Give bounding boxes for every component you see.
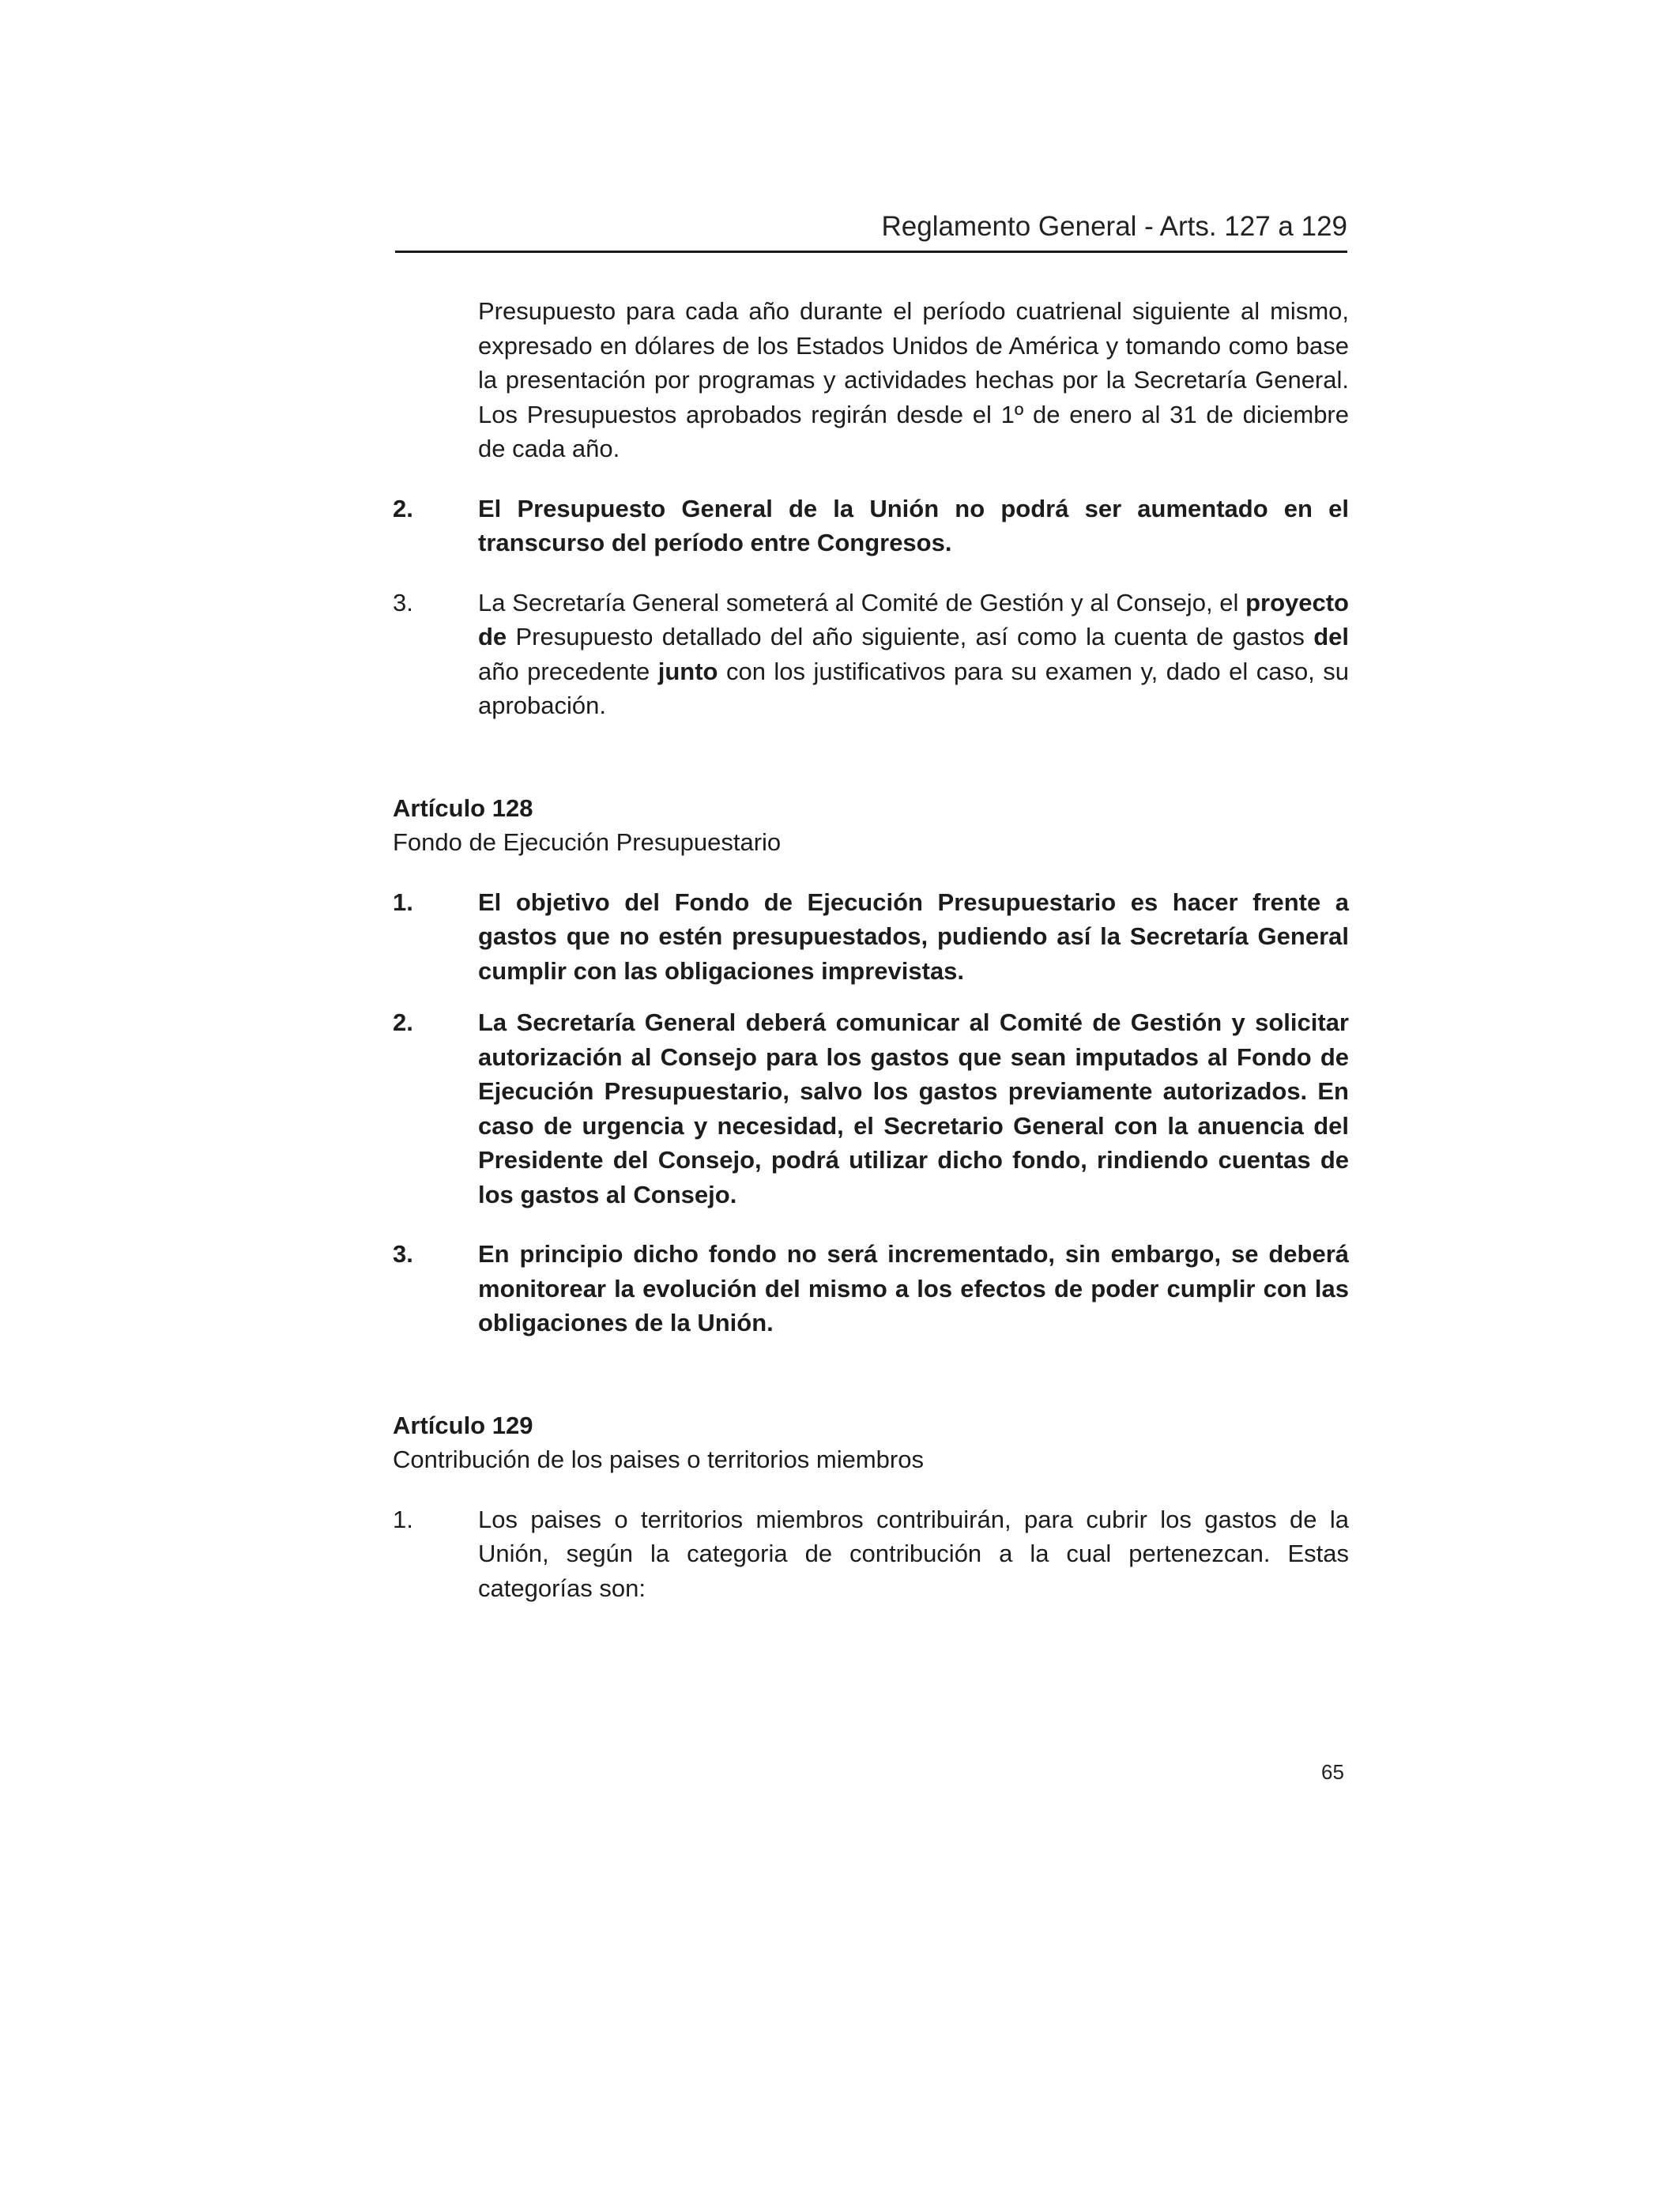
item-text-part: Presupuesto detallado del año siguiente, así como la cuenta de gastos — [507, 623, 1314, 650]
item-text: El objetivo del Fondo de Ejecución Presupuestario es hacer frente a gastos que no estén presupuestados, pudiendo así la Secretaría General cumplir con las obligaciones imprevistas. — [478, 888, 1349, 985]
art128-item-2 — [393, 1005, 1349, 1212]
item-number: 2. — [393, 494, 413, 522]
article-subtitle: Fondo de Ejecución Presupuestario — [393, 828, 782, 856]
item-number: 1. — [393, 1505, 413, 1533]
item-text-bold-part: junto — [657, 657, 718, 685]
art128-item-1 — [393, 885, 1349, 989]
item-text-part: La Secretaría General someterá al Comité de Gestión y al Consejo, el — [478, 588, 1246, 616]
art127-item-2 — [393, 492, 1349, 560]
page-body — [393, 292, 1349, 1605]
article-title: Artículo 128 — [393, 794, 533, 822]
item-number: 2. — [393, 1008, 413, 1036]
item-number: 3. — [393, 1240, 413, 1268]
item-text: Los paises o territorios miembros contribuirán, para cubrir los gastos de la Unión, según la categoria de contribución a la cual pertenezcan. Estas categorías son: — [478, 1505, 1349, 1602]
header-title: Reglamento General - Arts. 127 a 129 — [881, 211, 1347, 242]
item-text-bold-part: proyecto de — [478, 588, 1349, 650]
article-subtitle: Contribución de los paises o territorios miembros — [393, 1446, 924, 1473]
article-128 — [393, 791, 1349, 1340]
page-number: 65 — [1321, 1760, 1344, 1784]
art127-item-3 — [393, 586, 1349, 723]
item-text-bold-part: del — [1313, 623, 1349, 650]
art129-item-1 — [393, 1502, 1349, 1606]
item-number: 1. — [393, 888, 413, 916]
item-text-part: con los justificativos para su examen y, dado el caso, su aprobación. — [478, 657, 1349, 719]
art127-continuation-paragraph: Presupuesto para cada año durante el período cuatrienal siguiente al mismo, expresado en dólares de los Estados Unidos de América y tomando como base la presentación por programas y actividades hechas por la Secretaría General. Los Presupuestos aprobados regirán desde el 1º de enero al 31 de diciembre de cada año. — [478, 297, 1349, 462]
item-number: 3. — [393, 588, 413, 616]
item-text-part: año precedente — [478, 657, 658, 685]
article-129 — [393, 1408, 1349, 1606]
header-rule — [395, 251, 1347, 253]
item-text: La Secretaría General deberá comunicar al Comité de Gestión y solicitar autorización al Consejo para los gastos que sean imputados al Fondo de Ejecución Presupuestario, salvo los gastos previamente autorizados. En caso de urgencia y necesidad, el Secretario General con la anuencia del Presidente del Consejo, podrá utilizar dicho fondo, rindiendo cuentas de los gastos al Consejo. — [478, 1008, 1349, 1208]
item-text: En principio dicho fondo no será incrementado, sin embargo, se deberá monitorear la evolución del mismo a los efectos de poder cumplir con las obligaciones de la Unión. — [478, 1240, 1349, 1336]
article-title: Artículo 129 — [393, 1411, 533, 1439]
running-header — [395, 207, 1347, 254]
item-text: El Presupuesto General de la Unión no podrá ser aumentado en el transcurso del período entre Congresos. — [478, 494, 1349, 556]
art128-item-3 — [393, 1237, 1349, 1340]
